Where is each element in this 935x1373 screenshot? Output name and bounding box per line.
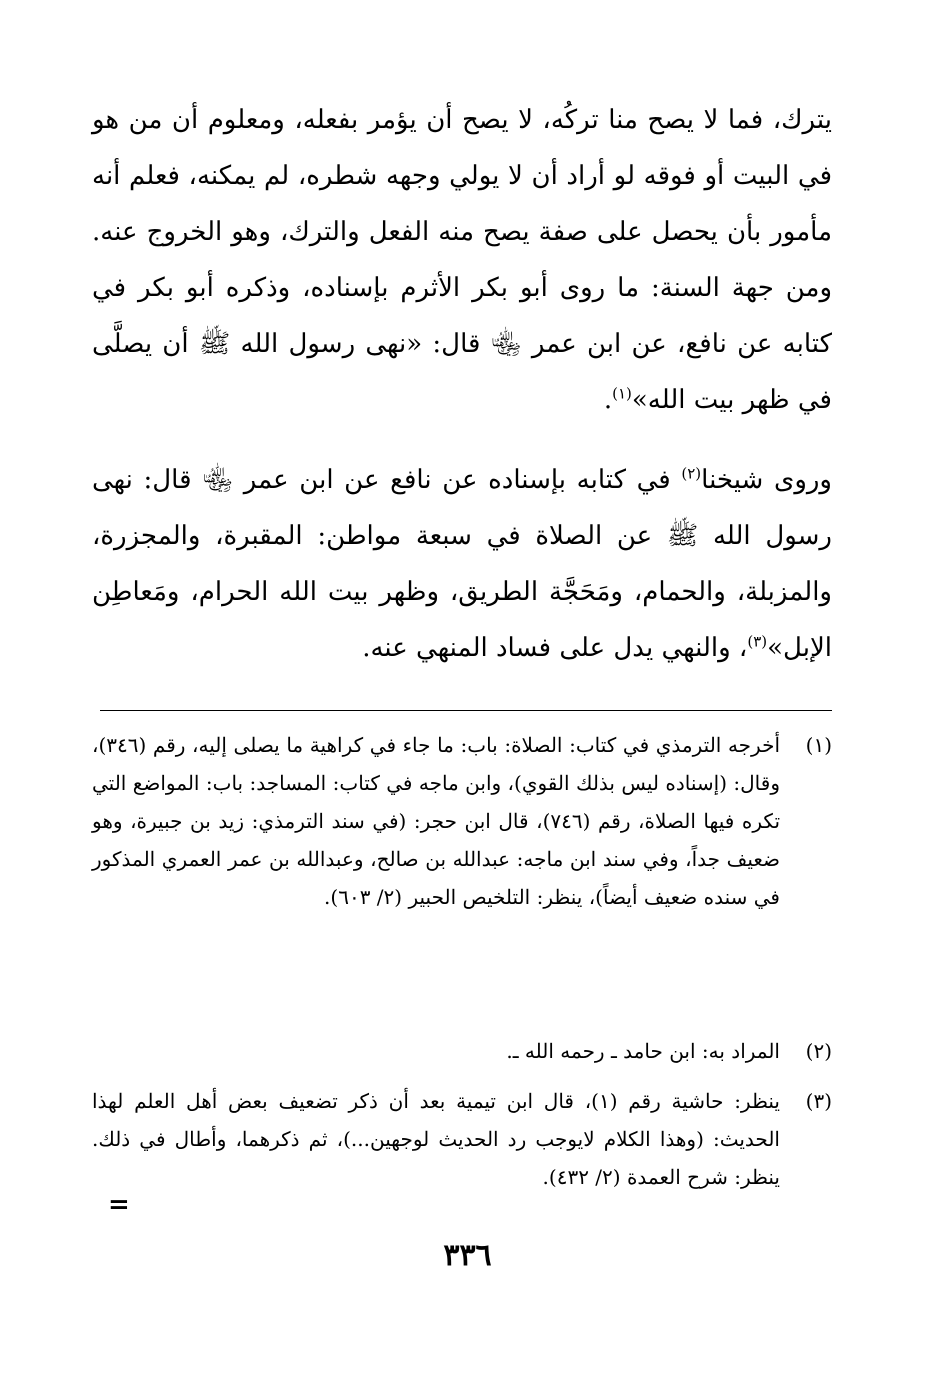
page-number: ٣٣٦ — [443, 1238, 492, 1273]
body-paragraph-1 — [92, 92, 832, 428]
body-paragraph-1-text: يترك، فما لا يصح منا تركُه، لا يصح أن يؤمر بفعله، ومعلوم أن من هو في البيت أو فوقه لو أراد أن لا يولي وجهه شطره، لم يمكنه، فعلم أنه مأمور بأن يحصل على صفة يصح منه الفعل والترك، وهو الخروج عنه. ومن جهة السنة: ما روى أبو بكر الأثرم بإسناده، وذكره أبو بكر في كتابه عن نافع، عن ابن عمر ﵄ قال: «نهى رسول الله ﷺ أن يصلَّى في ظهر بيت الله» — [92, 105, 832, 415]
footnote-ref-1: (١) — [612, 384, 632, 403]
footnote-3-text: ينظر: حاشية رقم (١)، قال ابن تيمية بعد أن ذكر تضعيف بعض أهل العلم لهذا الحديث: (وهذا الكلام لايوجب رد الحديث لوجهين...)، ثم ذكرهما، وأطال في ذلك. ينظر: شرح العمدة (٢/ ٤٣٢). — [92, 1089, 780, 1189]
body-paragraph-2-end: ، والنهي يدل على فساد المنهي عنه. — [362, 633, 748, 663]
footnote-ref-3: (٣) — [747, 632, 768, 651]
body-paragraph-2-mid: في كتابه بإسناده عن نافع عن ابن عمر ﵄ قال: نهى رسول الله ﷺ عن الصلاة في سبعة مواطن: المقبرة، والمجزرة، والمزبلة، والحمام، ومَحَجَّة الطريق، وظهر بيت الله الحرام، ومَعاطِن الإبل» — [92, 465, 832, 663]
footnote-separator — [100, 710, 832, 711]
footnote-2-text: المراد به: ابن حامد ـ رحمه الله ـ. — [506, 1039, 780, 1063]
footnote-2 — [92, 1032, 832, 1070]
footnote-1 — [92, 726, 832, 916]
footnote-3 — [92, 1082, 832, 1196]
body-paragraph-1-end: . — [603, 385, 613, 415]
footnote-ref-2: (٢) — [681, 464, 702, 483]
body-paragraph-2 — [92, 452, 832, 676]
footnote-3-number: (٣) — [805, 1089, 832, 1113]
continuation-mark: = — [108, 1190, 130, 1220]
body-paragraph-2-start: وروى شيخنا — [701, 465, 832, 495]
footnote-1-text: أخرجه الترمذي في كتاب: الصلاة: باب: ما جاء في كراهية ما يصلى إليه، رقم (٣٤٦)، وقال: (إسناده ليس بذلك القوي)، وابن ماجه في كتاب: المساجد: باب: المواضع التي تكره فيها الصلاة، رقم (٧٤٦)، قال ابن حجر: (في سند الترمذي: زيد بن جبيرة، وهو ضعيف جداً، وفي سند ابن ماجه: عبدالله بن صالح، وعبدالله بن عمر العمري المذكور في سنده ضعيف أيضاً)، ينظر: التلخيص الحبير (٢/ ٦٠٣). — [92, 733, 781, 909]
footnote-1-number: (١) — [805, 733, 832, 757]
footnote-2-number: (٢) — [805, 1039, 832, 1063]
